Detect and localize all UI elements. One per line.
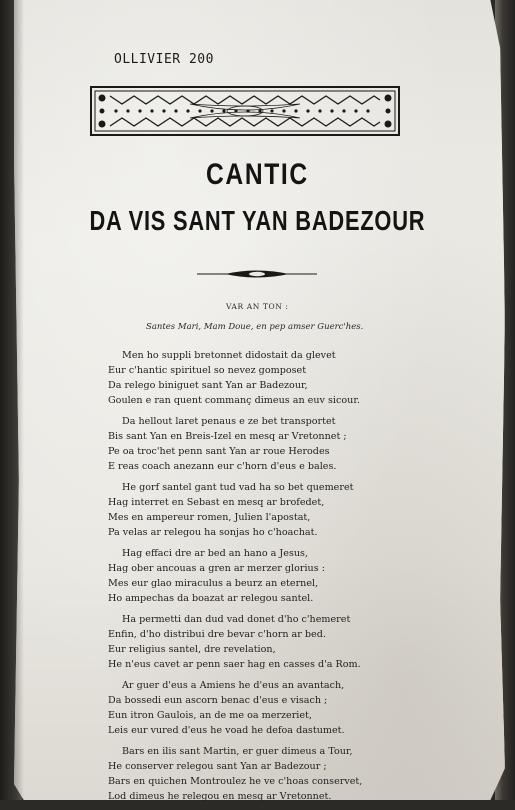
title-line-1: CANTIC [206,158,309,191]
hymn-verses [108,348,418,810]
verse-line: Ha permetti dan dud vad donet d'ho c'hemeret [122,614,351,625]
verse-line: Da hellout laret penaus e ze bet transportet [122,416,336,427]
verse-line: Hag effaci dre ar bed an hano a Jesus, [122,548,309,559]
verse-line: Mes en ampereur romen, Julien l'apostat, [108,512,311,523]
verse-line: He n'eus cavet ar penn saer hag en casses d'a Rom. [108,659,361,670]
stanza [108,678,418,738]
verse-line: Eun itron Gaulois, an de me oa merzeriet, [108,710,312,721]
verse-line: Lod dimeus he relegou en mesq ar Vretonnet. [108,791,332,802]
verse-line: Hag ober ancouas a gren ar merzer glorius : [108,563,325,574]
verse-line: Leis eur vured d'eus he voad he defoa dastumet. [108,725,345,736]
ornamental-border-band [90,86,400,136]
tune-text: Santes Mari, Mam Doue, en pep amser Guerc'hes. [146,322,364,332]
page-edge-shadow [14,0,24,800]
title-line-2: DA VIS SANT YAN BADEZOUR [89,205,426,236]
verse-line: He conserver relegou sant Yan ar Badezour ; [108,761,327,772]
verse-line: Ar guer d'eus a Amiens he d'eus an avantach, [122,680,345,691]
verse-line: Pe oa troc'het penn sant Yan ar roue Herodes [108,446,330,457]
stanza [108,480,418,540]
catalog-mark: OLLIVIER 200 [114,52,214,67]
decorative-flourish [195,268,319,280]
verse-line: Bis sant Yan en Breis-Izel en mesq ar Vretonnet ; [108,431,347,442]
verse-line: Pa velas ar relegou ha sonjas ho c'hoachat. [108,527,318,538]
stanza [108,348,418,408]
verse-line: E reas coach anezann eur c'horn d'eus e bales. [108,461,337,472]
verse-line: Bars en quichen Montroulez he ve c'hoas conservet, [108,776,363,787]
stanza [108,414,418,474]
verse-line: Bars en ilis sant Martin, er guer dimeus a Tour, [122,746,353,757]
stanza [108,612,418,672]
verse-line: He gorf santel gant tud vad ha so bet quemeret [122,482,354,493]
stanza [108,546,418,606]
verse-line: Da bossedi eun ascorn benac d'eus e visach ; [108,695,328,706]
verse-line: Da relego biniguet sant Yan ar Badezour, [108,380,308,391]
tune-label: VAR AN TON : [226,302,289,311]
verse-line: Ho ampechas da boazat ar relegou santel. [108,593,314,604]
stanza [108,744,418,804]
verse-line: Men ho suppli bretonnet didostait da glevet [122,350,336,361]
verse-line: Mes eur glao miraculus a beurz an eternel, [108,578,319,589]
verse-line: Hag interret en Sebast en mesq ar brofedet, [108,497,325,508]
verse-line: Enfin, d'ho distribui dre bevar c'horn ar bed. [108,629,326,640]
verse-line: Eur religius santel, dre revelation, [108,644,276,655]
verse-line: Eur c'hantic spirituel so nevez gomposet [108,365,307,376]
verse-line: Goulen e ran quent commanç dimeus an euv sicour. [108,395,360,406]
